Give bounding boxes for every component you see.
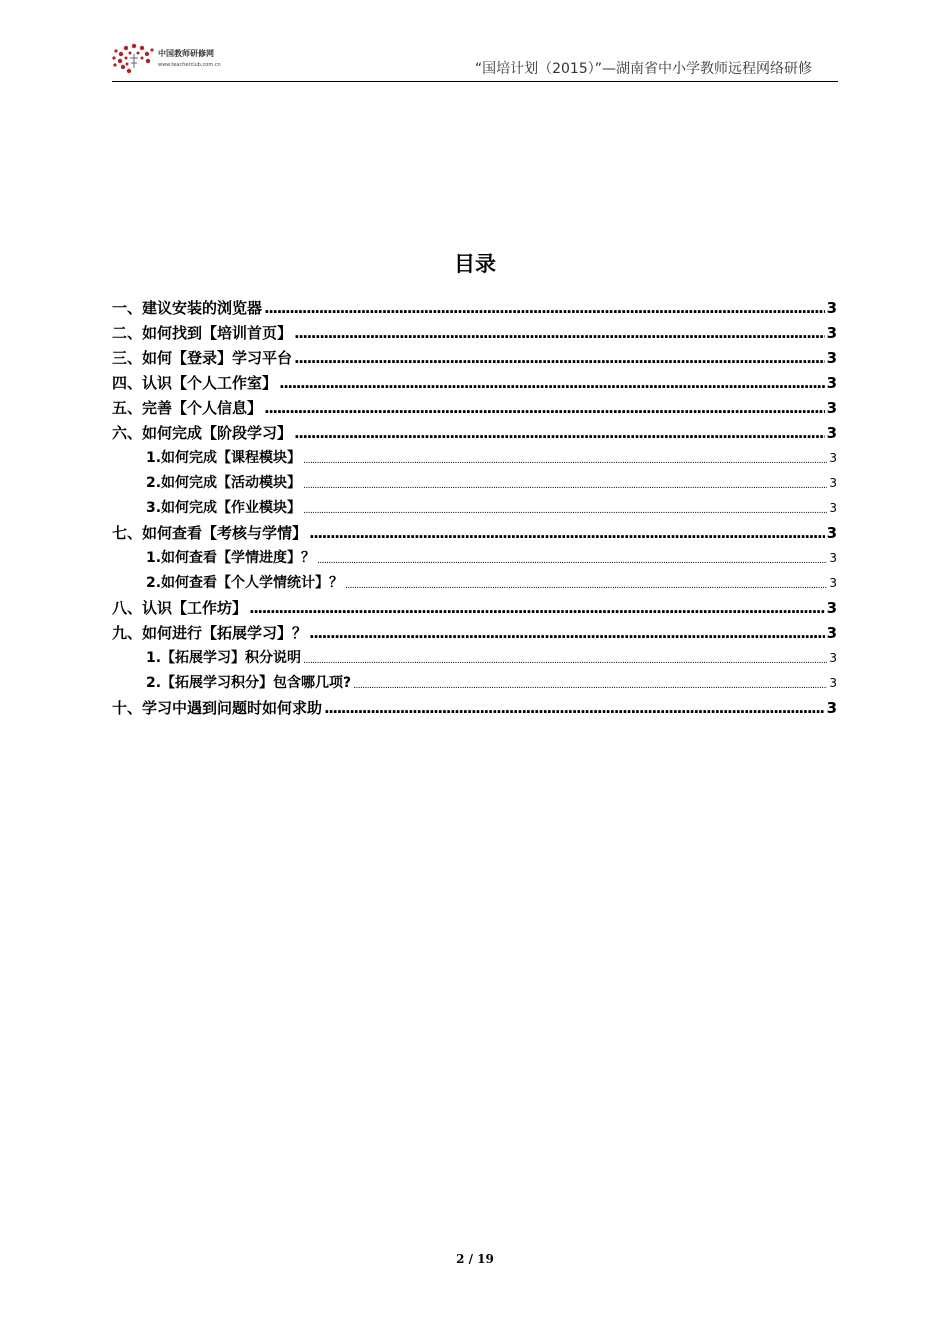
toc-entry-page: 3 [829,476,837,490]
toc-entry-title: 1.如何完成【课程模块】 [146,450,302,466]
toc-dot-leader [294,348,825,368]
toc-entry-title: 3.如何完成【作业模块】 [146,500,302,516]
toc-title: 目录 [454,252,496,276]
toc-entry-title: 五、完善【个人信息】 [112,399,263,417]
toc-entry-title: 2.【拓展学习积分】包含哪几项? [146,675,352,691]
toc-entry-title: 2.如何完成【活动模块】 [146,475,302,491]
toc-entry-page: 3 [826,324,837,342]
toc-dot-leader [303,454,827,468]
toc-entry-title: 七、如何查看【考核与学情】 [112,524,308,542]
toc-entry-title: 三、如何【登录】学习平台 [112,349,293,367]
toc-entry-page: 3 [829,551,837,565]
toc-entry-page: 3 [829,451,837,465]
toc-entry[interactable] [112,368,837,393]
toc-entry-page: 3 [826,349,837,367]
toc-entry-title: 九、如何进行【拓展学习】？ [112,624,308,642]
page-number: 2 / 19 [456,1252,494,1266]
toc-entry-title: 2.如何查看【个人学情统计】？ [146,575,344,591]
toc-dot-leader [303,504,827,518]
toc-entry-page: 3 [826,699,837,717]
toc-dot-leader [345,579,827,593]
toc-entry-page: 3 [826,624,837,642]
toc-dot-leader [303,654,827,668]
logo-name: 中国教师研修网 [158,49,214,58]
toc-dot-leader [317,554,827,568]
toc-entry[interactable] [112,343,837,368]
logo-mark-icon [112,42,156,74]
toc-entry[interactable] [112,593,837,618]
toc-entry-page: 3 [826,524,837,542]
toc-entry[interactable] [112,443,837,468]
toc-dot-leader [294,323,825,343]
toc-entry-title: 六、如何完成【阶段学习】 [112,424,293,442]
toc-entry-title: 1.如何查看【学情进度】？ [146,550,316,566]
toc-entry-page: 3 [829,576,837,590]
toc-entry-title: 十、学习中遇到问题时如何求助 [112,699,323,717]
toc-entry-title: 四、认识【个人工作室】 [112,374,278,392]
toc-entry-page: 3 [826,374,837,392]
toc-dot-leader [309,523,825,543]
toc-entry-title: 一、建议安装的浏览器 [112,299,263,317]
toc-entry-title: 八、认识【工作坊】 [112,599,248,617]
toc-entry[interactable] [112,543,837,568]
toc-dot-leader [294,423,825,443]
logo [112,42,242,74]
toc-entry[interactable] [112,418,837,443]
page-footer [0,1252,950,1266]
toc-entry[interactable] [112,568,837,593]
toc-entry[interactable] [112,668,837,693]
toc-entry[interactable] [112,518,837,543]
toc-dot-leader [249,598,825,618]
header-title: “国培计划（2015）”—湖南省中小学教师远程网络研修 [474,61,812,77]
toc-dot-leader [279,373,825,393]
toc-entry-page: 3 [829,651,837,665]
toc-dot-leader [353,679,827,693]
toc-dot-leader [324,698,825,718]
toc-entry[interactable] [112,618,837,643]
toc-entry[interactable] [112,393,837,418]
toc-entry[interactable] [112,468,837,493]
toc-entry-page: 3 [826,399,837,417]
toc-dot-leader [264,398,825,418]
page-header [112,40,838,82]
toc-entry-title: 二、如何找到【培训首页】 [112,324,293,342]
toc-entry-page: 3 [826,424,837,442]
toc-entry[interactable] [112,643,837,668]
toc-entry-page: 3 [826,599,837,617]
toc-dot-leader [309,623,825,643]
table-of-contents [112,293,837,718]
header-rule [112,81,838,82]
toc-entry[interactable] [112,693,837,718]
toc-dot-leader [303,479,827,493]
toc-entry[interactable] [112,318,837,343]
logo-url: www.teacherclub.com.cn [158,62,221,68]
toc-entry-page: 3 [829,501,837,515]
toc-entry-page: 3 [829,676,837,690]
toc-entry-title: 1.【拓展学习】积分说明 [146,650,302,666]
toc-entry[interactable] [112,493,837,518]
toc-entry[interactable] [112,293,837,318]
toc-dot-leader [264,298,825,318]
toc-entry-page: 3 [826,299,837,317]
